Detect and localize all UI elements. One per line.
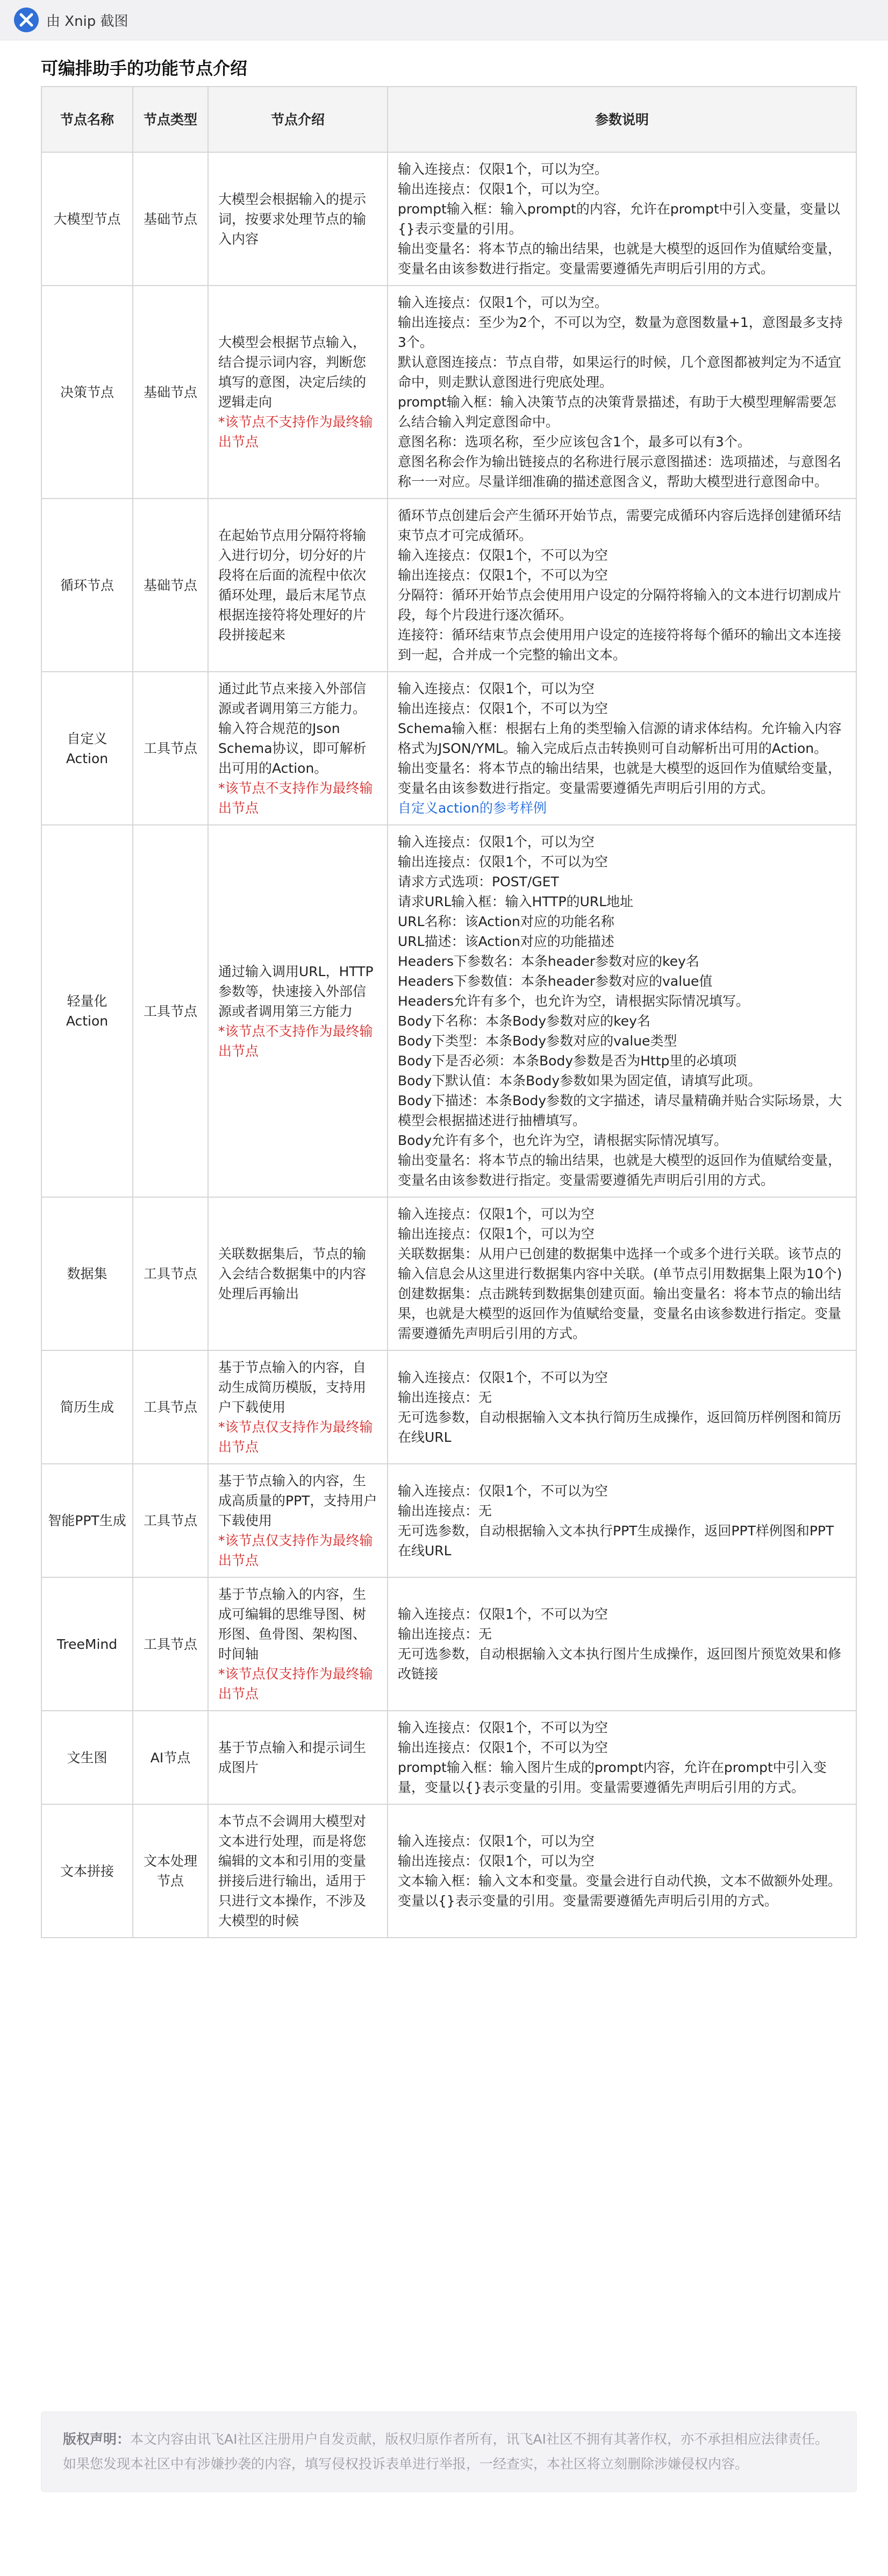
param-line: 输出连接点：仅限1个，不可以为空 bbox=[398, 1740, 608, 1755]
node-params-cell bbox=[388, 152, 856, 286]
param-line: 创建数据集：点击跳转到数据集创建页面。输出变量名：将本节点的输出结果，也就是大模型的返回作为值赋给变量，变量名由该参数进行指定。变量需要遵循先声明后引用的方式。 bbox=[398, 1286, 842, 1341]
node-desc-cell bbox=[208, 499, 388, 672]
param-line: 请求方式选项：POST/GET bbox=[398, 874, 559, 889]
node-desc-cell bbox=[208, 1577, 388, 1711]
param-line: 输出连接点：仅限1个，可以为空 bbox=[398, 1226, 595, 1242]
param-line: 输出变量名：将本节点的输出结果，也就是大模型的返回作为值赋给变量，变量名由该参数进行指定。变量需要遵循先声明后引用的方式。 bbox=[398, 241, 842, 276]
param-line: 输出连接点：无 bbox=[398, 1626, 492, 1642]
param-line: Body下类型：本条Body参数对应的value类型 bbox=[398, 1033, 677, 1049]
param-line: 输出连接点：仅限1个，可以为空 bbox=[398, 1853, 595, 1869]
node-type-cell: 基础节点 bbox=[133, 286, 208, 499]
param-line: 输入连接点：仅限1个，可以为空 bbox=[398, 834, 595, 850]
node-params-cell bbox=[388, 825, 856, 1197]
output-node-note: *该节点仅支持作为最终输出节点 bbox=[218, 1533, 373, 1568]
param-line: URL名称：该Action对应的功能名称 bbox=[398, 914, 614, 929]
param-line: 输入连接点：仅限1个，不可以为空 bbox=[398, 547, 608, 563]
param-line: 请求URL输入框：输入HTTP的URL地址 bbox=[398, 894, 634, 909]
param-line: 默认意图连接点：节点自带，如果运行的时候，几个意图都被判定为不适宜命中，则走默认意图进行兜底处理。 bbox=[398, 354, 842, 390]
param-line: 输出连接点：仅限1个，可以为空。 bbox=[398, 181, 608, 197]
output-node-note: *该节点不支持作为最终输出节点 bbox=[218, 1023, 373, 1059]
param-line: Body下默认值：本条Body参数如果为固定值，请填写此项。 bbox=[398, 1073, 762, 1088]
node-type-cell: 基础节点 bbox=[133, 152, 208, 286]
param-line: 意图名称：选项名称，至少应该包含1个，最多可以有3个。 bbox=[398, 434, 751, 450]
xnip-logo-icon bbox=[14, 8, 39, 32]
node-params-cell bbox=[388, 1197, 856, 1350]
node-name-cell: 自定义Action bbox=[41, 672, 133, 825]
param-line: 输出连接点：仅限1个，不可以为空 bbox=[398, 567, 608, 583]
desc-text: 通过此节点来接入外部信源或者调用第三方能力。输入符合规范的Json Schema协议，即可解析出可用的Action。 bbox=[218, 681, 367, 776]
desc-text: 大模型会根据节点输入，结合提示词内容，判断您填写的意图，决定后续的逻辑走向 bbox=[218, 335, 367, 410]
node-name-cell: 大模型节点 bbox=[41, 152, 133, 286]
param-line: 输入连接点：仅限1个，可以为空。 bbox=[398, 161, 608, 177]
param-line: 意图名称会作为输出链接点的名称进行展示意图描述：选项描述，与意图名称一一对应。尽量详细准确的描述意图含义，帮助大模型进行意图命中。 bbox=[398, 454, 842, 489]
table-row bbox=[41, 1577, 856, 1711]
table-row bbox=[41, 1350, 856, 1464]
param-line: 输入连接点：仅限1个，不可以为空 bbox=[398, 1720, 608, 1735]
desc-text: 基于节点输入的内容，生成可编辑的思维导图、树形图、鱼骨图、架构图、时间轴 bbox=[218, 1586, 367, 1662]
param-line: 输入连接点：仅限1个，不可以为空 bbox=[398, 1606, 608, 1622]
node-params-cell bbox=[388, 1464, 856, 1577]
param-line: 输入连接点：仅限1个，不可以为空 bbox=[398, 1369, 608, 1385]
table-header-row bbox=[41, 87, 856, 152]
node-desc-cell bbox=[208, 1464, 388, 1577]
param-line: 连接符：循环结束节点会使用用户设定的连接符将每个循环的输出文本连接到一起，合并成一个完整的输出文本。 bbox=[398, 627, 842, 663]
copyright-label: 版权声明： bbox=[63, 2431, 131, 2447]
node-params-cell bbox=[388, 672, 856, 825]
node-name-cell: 简历生成 bbox=[41, 1350, 133, 1464]
param-line: 输入连接点：仅限1个，不可以为空 bbox=[398, 1483, 608, 1499]
node-name-cell: 数据集 bbox=[41, 1197, 133, 1350]
node-table bbox=[41, 86, 857, 1938]
node-name-cell: 文生图 bbox=[41, 1711, 133, 1804]
node-params-cell bbox=[388, 286, 856, 499]
output-node-note: *该节点不支持作为最终输出节点 bbox=[218, 414, 373, 450]
param-line: 分隔符：循环开始节点会使用用户设定的分隔符将输入的文本进行切割成片段，每个片段进行逐次循环。 bbox=[398, 587, 842, 623]
node-desc-cell bbox=[208, 1711, 388, 1804]
param-line: 输出变量名：将本节点的输出结果，也就是大模型的返回作为值赋给变量，变量名由该参数进行指定。变量需要遵循先声明后引用的方式。 bbox=[398, 760, 842, 796]
desc-text: 大模型会根据输入的提示词，按要求处理节点的输入内容 bbox=[218, 191, 367, 247]
node-desc-cell bbox=[208, 286, 388, 499]
table-row bbox=[41, 1711, 856, 1804]
title-bar bbox=[0, 0, 888, 40]
output-node-note: *该节点不支持作为最终输出节点 bbox=[218, 780, 373, 816]
param-line: 输出连接点：无 bbox=[398, 1389, 492, 1405]
node-type-cell: 文本处理节点 bbox=[133, 1804, 208, 1938]
table-row bbox=[41, 286, 856, 499]
param-line: 输出变量名：将本节点的输出结果，也就是大模型的返回作为值赋给变量，变量名由该参数进行指定。变量需要遵循先声明后引用的方式。 bbox=[398, 1152, 842, 1188]
param-line: Body下是否必须：本条Body参数是否为Http里的必填项 bbox=[398, 1053, 737, 1069]
node-desc-cell bbox=[208, 672, 388, 825]
node-type-cell: 工具节点 bbox=[133, 1350, 208, 1464]
param-line: prompt输入框：输入图片生成的prompt内容，允许在prompt中引入变量，变量以{}表示变量的引用。变量需要遵循先声明后引用的方式。 bbox=[398, 1760, 827, 1795]
node-desc-cell bbox=[208, 1804, 388, 1938]
param-line: prompt输入框：输入决策节点的决策背景描述，有助于大模型理解需要怎么结合输入判定意图命中。 bbox=[398, 394, 836, 430]
param-line: 输入连接点：仅限1个，可以为空 bbox=[398, 1206, 595, 1222]
param-line: 无可选参数，自动根据输入文本执行简历生成操作，返回简历样例图和简历在线URL bbox=[398, 1409, 842, 1445]
header-name: 节点名称 bbox=[41, 87, 133, 152]
node-name-cell: 智能PPT生成 bbox=[41, 1464, 133, 1577]
param-line: URL描述：该Action对应的功能描述 bbox=[398, 934, 614, 949]
param-line: 关联数据集：从用户已创建的数据集中选择一个或多个进行关联。该节点的输入信息会从这里进行数据集内容中关联。(单节点引用数据集上限为10个) bbox=[398, 1246, 842, 1282]
param-line: Body下名称：本条Body参数对应的key名 bbox=[398, 1013, 650, 1029]
param-line: Headers允许有多个，也允许为空，请根据实际情况填写。 bbox=[398, 993, 750, 1009]
copyright-text: 本文内容由讯飞AI社区注册用户自发贡献，版权归原作者所有，讯飞AI社区不拥有其著作权，亦不承担相应法律责任。如果您发现本社区中有涉嫌抄袭的内容，填写侵权投诉表单进行举报，一经查实，本社区将立刻删除涉嫌侵权内容。 bbox=[63, 2431, 828, 2472]
node-type-cell: 基础节点 bbox=[133, 499, 208, 672]
desc-text: 本节点不会调用大模型对文本进行处理，而是将您编辑的文本和引用的变量拼接后进行输出，适用于只进行文本操作，不涉及大模型的时候 bbox=[218, 1813, 367, 1929]
node-name-cell: TreeMind bbox=[41, 1577, 133, 1711]
node-desc-cell bbox=[208, 825, 388, 1197]
table-row bbox=[41, 1464, 856, 1577]
desc-text: 在起始节点用分隔符将输入进行切分，切分好的片段将在后面的流程中依次循环处理，最后末尾节点根据连接符将处理好的片段拼接起来 bbox=[218, 528, 367, 643]
node-params-cell bbox=[388, 1350, 856, 1464]
copyright-notice bbox=[41, 2411, 857, 2492]
desc-text: 基于节点输入的内容，生成高质量的PPT，支持用户下载使用 bbox=[218, 1473, 377, 1528]
param-line: 输出连接点：无 bbox=[398, 1503, 492, 1519]
node-name-cell: 文本拼接 bbox=[41, 1804, 133, 1938]
header-type: 节点类型 bbox=[133, 87, 208, 152]
header-params: 参数说明 bbox=[388, 87, 856, 152]
desc-text: 基于节点输入和提示词生成图片 bbox=[218, 1740, 367, 1775]
output-node-note: *该节点仅支持作为最终输出节点 bbox=[218, 1419, 373, 1455]
desc-text: 基于节点输入的内容，自动生成简历模版，支持用户下载使用 bbox=[218, 1360, 367, 1415]
param-line: Body允许有多个，也允许为空，请根据实际情况填写。 bbox=[398, 1133, 728, 1148]
node-desc-cell bbox=[208, 1350, 388, 1464]
param-line: Headers下参数名：本条header参数对应的key名 bbox=[398, 953, 699, 969]
param-line: 输入连接点：仅限1个，可以为空 bbox=[398, 1833, 595, 1849]
param-line: Schema输入框：根据右上角的类型输入信源的请求体结构。允许输入内容格式为JSON/YML。输入完成后点击转换则可自动解析出可用的Action。 bbox=[398, 721, 842, 756]
param-line: 文本输入框：输入文本和变量。变量会进行自动代换，文本不做额外处理。变量以{}表示变量的引用。变量需要遵循先声明后引用的方式。 bbox=[398, 1873, 842, 1909]
table-row bbox=[41, 825, 856, 1197]
node-params-cell bbox=[388, 1577, 856, 1711]
node-name-cell: 循环节点 bbox=[41, 499, 133, 672]
node-type-cell: 工具节点 bbox=[133, 672, 208, 825]
param-line: 输出连接点：至少为2个，不可以为空，数量为意图数量+1，意图最多支持3个。 bbox=[398, 315, 843, 350]
param-line: Body下描述：本条Body参数的文字描述，请尽量精确并贴合实际场景，大模型会根据描述进行抽槽填写。 bbox=[398, 1093, 842, 1128]
param-line: 循环节点创建后会产生循环开始节点，需要完成循环内容后选择创建循环结束节点才可完成循环。 bbox=[398, 508, 842, 543]
param-line: 输入连接点：仅限1个，可以为空。 bbox=[398, 295, 608, 310]
table-row bbox=[41, 1197, 856, 1350]
node-type-cell: 工具节点 bbox=[133, 1577, 208, 1711]
node-desc-cell bbox=[208, 152, 388, 286]
param-line: 无可选参数，自动根据输入文本执行PPT生成操作，返回PPT样例图和PPT在线URL bbox=[398, 1522, 834, 1559]
node-params-cell bbox=[388, 1711, 856, 1804]
table-row bbox=[41, 499, 856, 672]
desc-text: 通过输入调用URL，HTTP参数等，快速接入外部信源或者调用第三方能力 bbox=[218, 963, 374, 1019]
node-type-cell: AI节点 bbox=[133, 1711, 208, 1804]
param-line: 输入连接点：仅限1个，可以为空 bbox=[398, 681, 595, 696]
node-params-cell bbox=[388, 499, 856, 672]
page-title: 可编排助手的功能节点介绍 bbox=[41, 58, 248, 79]
app-title: 由 Xnip 截图 bbox=[46, 13, 128, 30]
node-type-cell: 工具节点 bbox=[133, 1464, 208, 1577]
node-name-cell: 轻量化Action bbox=[41, 825, 133, 1197]
param-line: Headers下参数值：本条header参数对应的value值 bbox=[398, 973, 713, 989]
custom-action-example-link[interactable]: 自定义action的参考样例 bbox=[398, 800, 547, 816]
node-type-cell: 工具节点 bbox=[133, 825, 208, 1197]
table-row bbox=[41, 152, 856, 286]
param-line: 无可选参数，自动根据输入文本执行图片生成操作，返回图片预览效果和修改链接 bbox=[398, 1646, 842, 1682]
header-desc: 节点介绍 bbox=[208, 87, 388, 152]
node-params-cell bbox=[388, 1804, 856, 1938]
param-line: prompt输入框：输入prompt的内容，允许在prompt中引入变量，变量以{}表示变量的引用。 bbox=[398, 201, 840, 237]
table-row bbox=[41, 1804, 856, 1938]
output-node-note: *该节点仅支持作为最终输出节点 bbox=[218, 1666, 373, 1702]
desc-text: 关联数据集后，节点的输入会结合数据集中的内容处理后再输出 bbox=[218, 1246, 367, 1301]
param-line: 输出连接点：仅限1个，不可以为空 bbox=[398, 701, 608, 716]
table-body bbox=[41, 152, 856, 1938]
param-line: 输出连接点：仅限1个，不可以为空 bbox=[398, 854, 608, 870]
table-row bbox=[41, 672, 856, 825]
node-desc-cell bbox=[208, 1197, 388, 1350]
node-name-cell: 决策节点 bbox=[41, 286, 133, 499]
node-type-cell: 工具节点 bbox=[133, 1197, 208, 1350]
